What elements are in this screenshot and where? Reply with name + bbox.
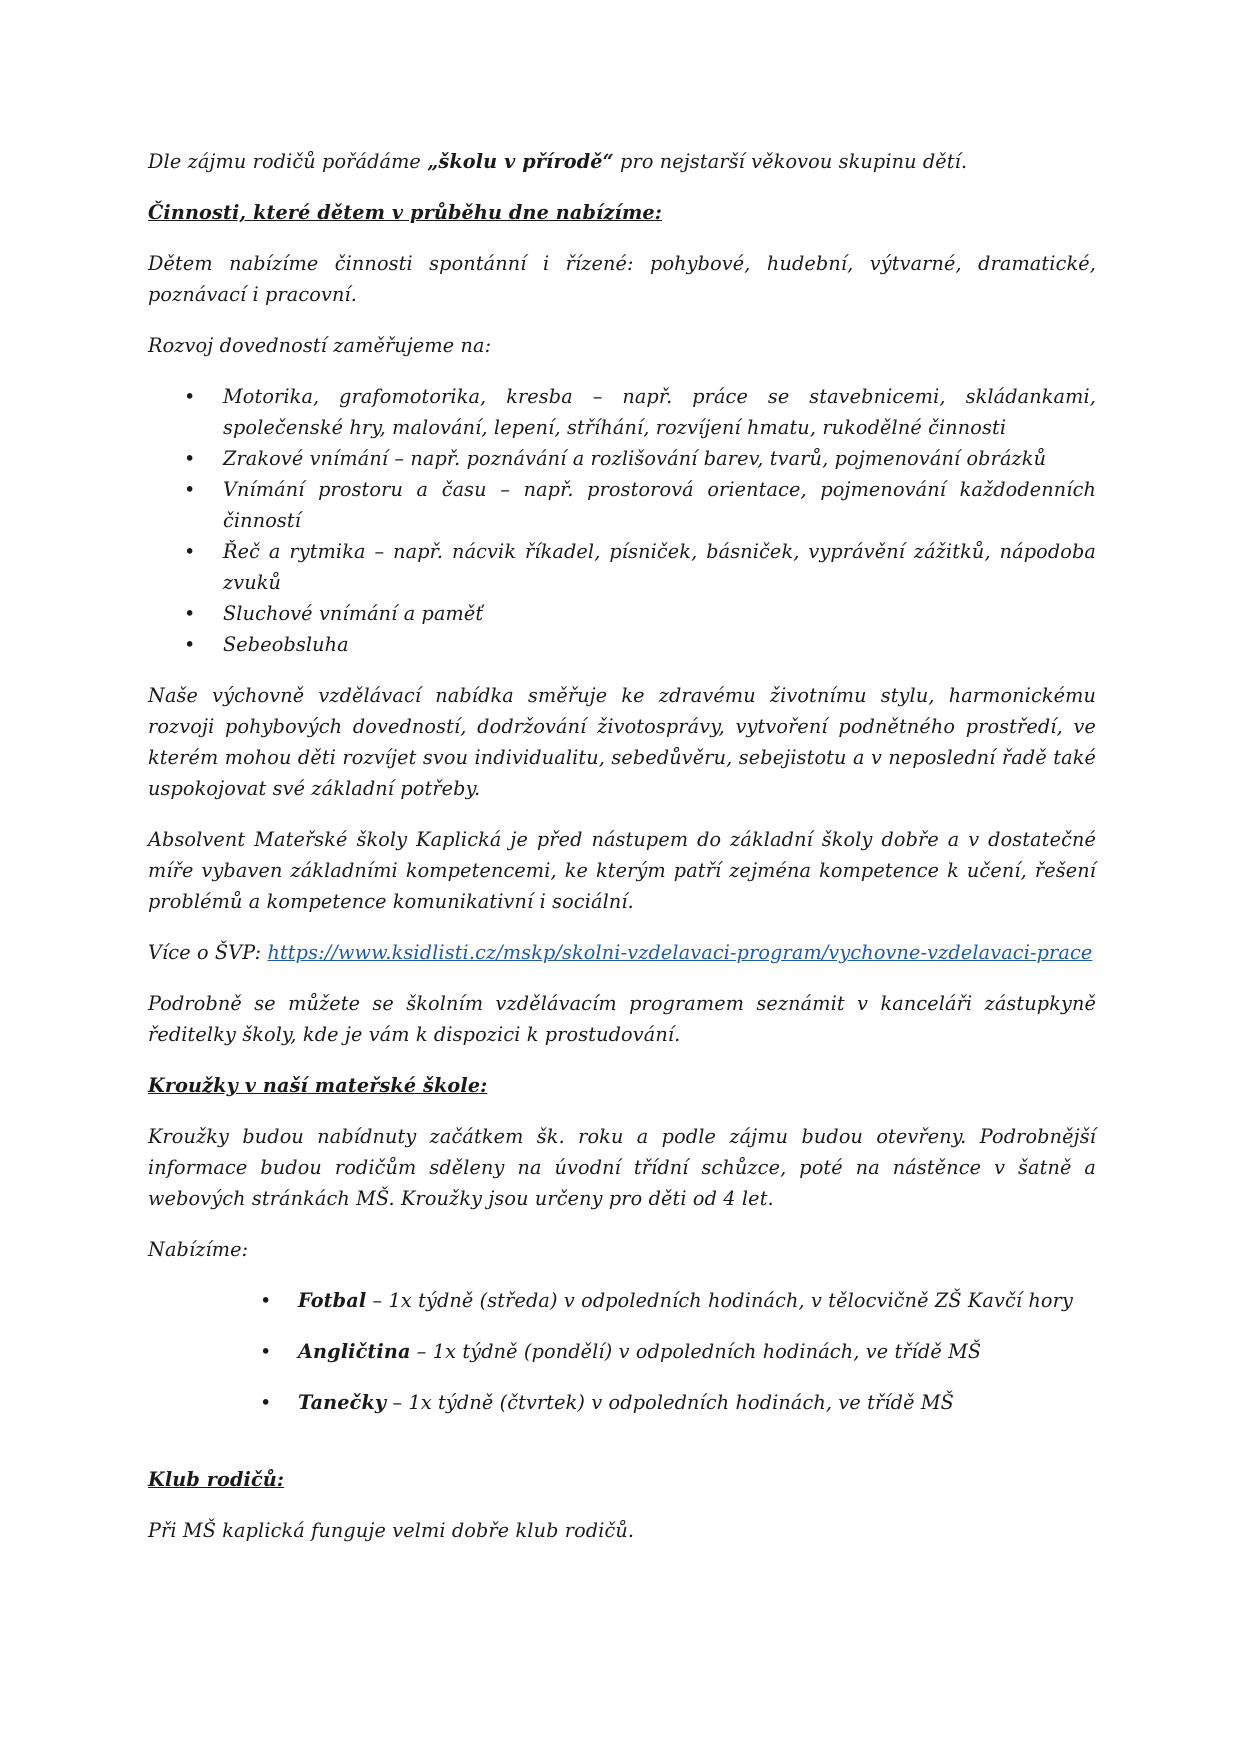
activities-heading: Činnosti, které dětem v průběhu dne nabízíme: xyxy=(148,201,662,224)
graduate-paragraph: Absolvent Mateřské školy Kaplická je před nástupem do základní školy dobře a v dostatečné míře vybaven základními kompetencemi, ke kterým patří zejména kompetence k učení, řešení problémů a kompetence komunikativní i sociální. xyxy=(148,828,1096,913)
intro-text-after: pro nejstarší věkovou skupinu dětí. xyxy=(613,150,968,173)
bullet-icon: • xyxy=(184,447,196,470)
activities-text: Dětem nabízíme činnosti spontánní i řízené: pohybové, hudební, výtvarné, dramatické, poznávací i pracovní. xyxy=(148,252,1096,306)
clubs-text: Kroužky budou nabídnuty začátkem šk. roku a podle zájmu budou otevřeny. Podrobnější informace budou rodičům sděleny na úvodní třídní schůzce, poté na nástěnce v šatně a webových stránkách MŠ. Kroužky jsou určeny pro děti od 4 let. xyxy=(148,1125,1096,1210)
list-item xyxy=(148,536,1096,598)
list-item xyxy=(148,629,1096,660)
parents-club-text: Při MŠ kaplická funguje velmi dobře klub rodičů. xyxy=(148,1519,635,1542)
club-detail: – 1x týdně (pondělí) v odpoledních hodinách, ve třídě MŠ xyxy=(410,1340,982,1363)
list-item-text: Vnímání prostoru a času – např. prostorová orientace, pojmenování každodenních činností xyxy=(223,478,1096,532)
document-page xyxy=(148,146,1096,1566)
clubs-list xyxy=(148,1285,1096,1418)
club-name: Angličtina xyxy=(298,1340,411,1363)
list-item xyxy=(148,443,1096,474)
list-item xyxy=(148,1336,1096,1367)
list-item-text: Řeč a rytmika – např. nácvik říkadel, písniček, básniček, vyprávění zážitků, nápodoba zvuků xyxy=(223,540,1096,594)
list-item xyxy=(148,1285,1096,1316)
list-item xyxy=(148,381,1096,443)
list-item xyxy=(148,598,1096,629)
club-name: Fotbal xyxy=(298,1289,367,1312)
club-detail: – 1x týdně (středa) v odpoledních hodinách, v tělocvičně ZŠ Kavčí hory xyxy=(366,1289,1073,1312)
list-item-text: Zrakové vnímání – např. poznávání a rozlišování barev, tvarů, pojmenování obrázků xyxy=(223,447,1047,470)
clubs-heading: Kroužky v naší mateřské škole: xyxy=(148,1074,488,1097)
list-item xyxy=(148,474,1096,536)
svp-label: Více o ŠVP: xyxy=(148,941,268,964)
bullet-icon: • xyxy=(184,633,196,656)
bullet-icon: • xyxy=(184,602,196,625)
bullet-icon: • xyxy=(184,478,196,501)
skills-intro: Rozvoj dovedností zaměřujeme na: xyxy=(148,334,492,357)
list-item xyxy=(148,1387,1096,1418)
bullet-icon: • xyxy=(184,540,196,563)
bullet-icon: • xyxy=(260,1340,272,1363)
list-item-text: Sluchové vnímání a paměť xyxy=(223,602,484,625)
intro-paragraph xyxy=(148,146,1096,177)
intro-text-before: Dle zájmu rodičů pořádáme xyxy=(148,150,428,173)
intro-bold-text: „školu v přírodě“ xyxy=(427,150,614,173)
svp-paragraph xyxy=(148,937,1096,968)
clubs-offer-label: Nabízíme: xyxy=(148,1238,249,1261)
bullet-icon: • xyxy=(260,1289,272,1312)
svp-link[interactable]: https://www.ksidlisti.cz/mskp/skolni-vzdelavaci-program/vychovne-vzdelavaci-prace xyxy=(267,941,1093,964)
bullet-icon: • xyxy=(260,1391,272,1414)
skills-list xyxy=(148,381,1096,660)
bullet-icon: • xyxy=(184,385,196,408)
club-detail: – 1x týdně (čtvrtek) v odpoledních hodinách, ve třídě MŠ xyxy=(386,1391,954,1414)
education-offer-paragraph: Naše výchovně vzdělávací nabídka směřuje ke zdravému životnímu stylu, harmonickému rozvoji pohybových dovedností, dodržování životosprávy, vytvoření podnětného prostředí, ve kterém mohou děti rozvíjet svou individualitu, sebedůvěru, sebejistotu a v neposlední řadě také uspokojovat své základní potřeby. xyxy=(148,684,1096,800)
parents-club-heading: Klub rodičů: xyxy=(148,1468,285,1491)
svp-detail-paragraph: Podrobně se můžete se školním vzdělávacím programem seznámit v kanceláři zástupkyně ředitelky školy, kde je vám k dispozici k prostudování. xyxy=(148,992,1096,1046)
club-name: Tanečky xyxy=(298,1391,387,1414)
list-item-text: Sebeobsluha xyxy=(223,633,349,656)
list-item-text: Motorika, grafomotorika, kresba – např. práce se stavebnicemi, skládankami, společenské hry, malování, lepení, stříhání, rozvíjení hmatu, rukodělné činnosti xyxy=(223,385,1096,439)
